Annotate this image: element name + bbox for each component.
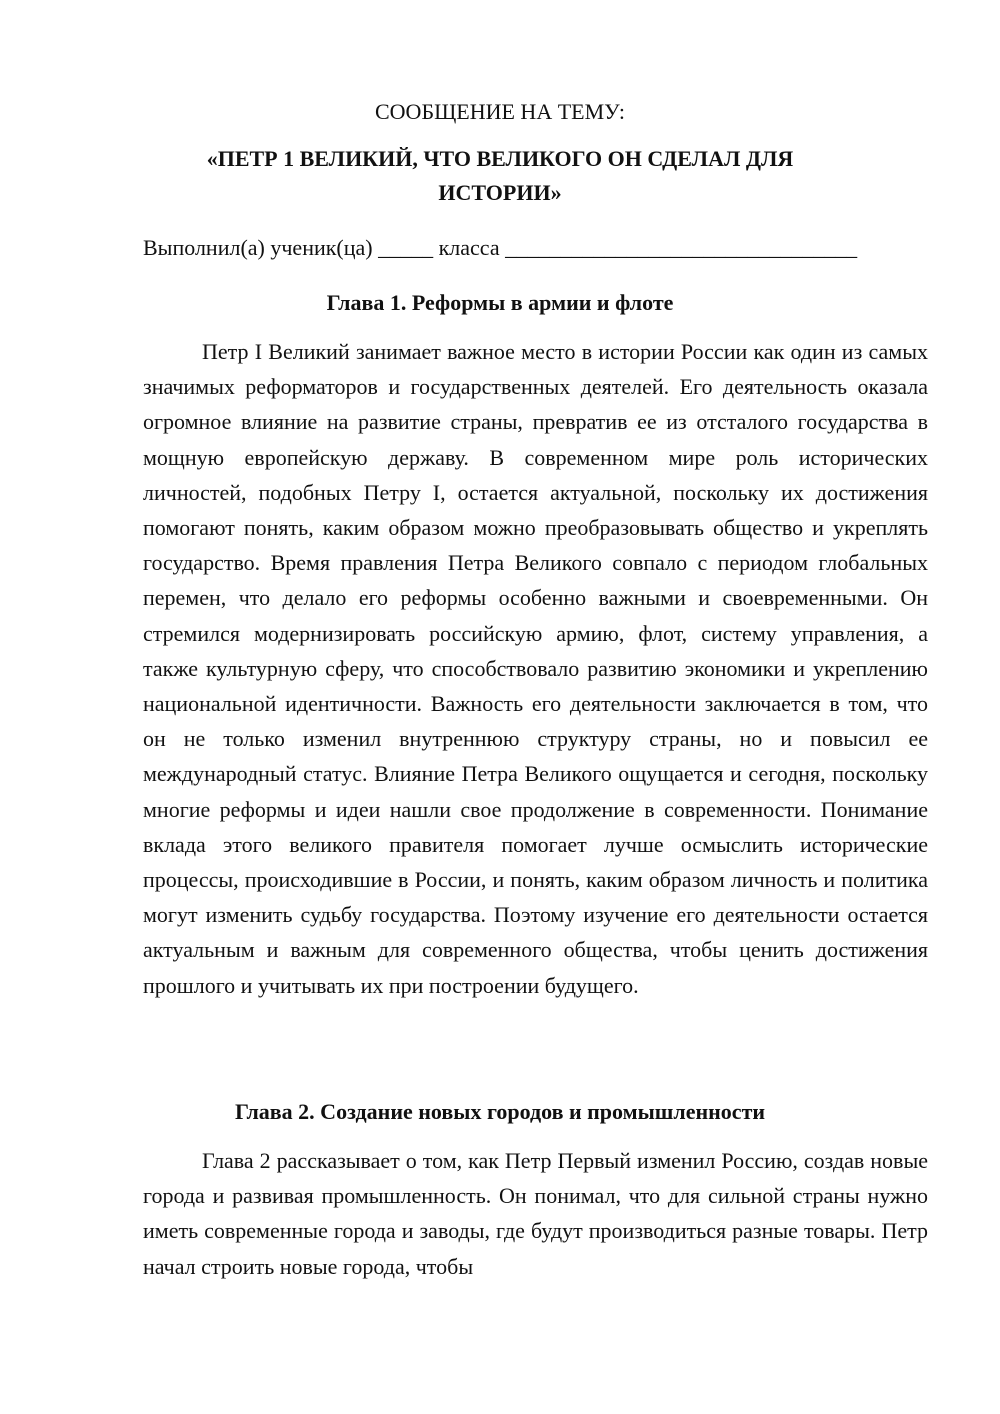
report-title-line-2: ИСТОРИИ» xyxy=(438,180,562,205)
author-line: Выполнил(а) ученик(ца) _____ класса ________________________________ xyxy=(143,235,858,260)
chapter-2-title: Глава 2. Создание новых городов и промышленности xyxy=(234,1099,766,1124)
report-title-line-1: «ПЕТР 1 ВЕЛИКИЙ, ЧТО ВЕЛИКОГО ОН СДЕЛАЛ ДЛЯ xyxy=(206,146,794,171)
report-label: СООБЩЕНИЕ НА ТЕМУ: xyxy=(375,99,625,124)
chapter-1-paragraph: Петр I Великий занимает важное место в истории России как один из самых значимых реформаторов и государственных деятелей. Его деятельность оказала огромное влияние на развитие страны, превратив ее из отсталого государства в мощную европейскую державу. В современном мире роль исторических личностей, подобных Петру I, остается актуальной, поскольку их достижения помогают понять, каким образом можно преобразовывать общество и укреплять государство. Время правления Петра Великого совпало с периодом глобальных перемен, что делало его реформы особенно важными и своевременными. Он стремился модернизировать российскую армию, флот, систему управления, а также культурную сферу, что способствовало развитию экономики и укреплению национальной идентичности. Важность его деятельности заключается в том, что он не только изменил внутреннюю структуру страны, но и повысил ее международный статус. Влияние Петра Великого ощущается и сегодня, поскольку многие реформы и идеи нашли свое продолжение в современности. Понимание вклада этого великого правителя помогает лучше осмыслить исторические процессы, происходившие в России, и понять, каким образом личность и политика могут изменить судьбу государства. Поэтому изучение его деятельности остается актуальным и важным для современного общества, чтобы ценить достижения прошлого и учитывать их при построении будущего. xyxy=(143,339,928,998)
chapter-1-title: Глава 1. Реформы в армии и флоте xyxy=(326,290,674,315)
chapter-2-paragraph: Глава 2 рассказывает о том, как Петр Первый изменил Россию, создав новые города и развивая промышленность. Он понимал, что для сильной страны нужно иметь современные города и заводы, где будут производиться разные товары. Петр начал строить новые города, чтобы xyxy=(143,1148,928,1279)
